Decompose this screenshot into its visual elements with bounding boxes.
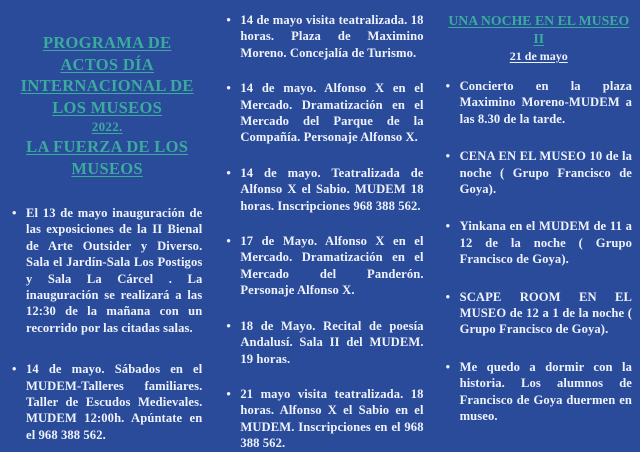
- middle-bullet-list: [226, 12, 423, 452]
- event-item: • Yinkana en el MUDEM de 11 a 12 de la noche ( Grupo Francisco de Goya).: [446, 218, 632, 267]
- event-item: • El 13 de mayo inauguración de las exposiciones de la II Bienal de Arte Outsider y Diverso. Sala el Jardín-Sala Los Postigos y Sala La Cárcel . La inauguración se realizará a las 12:30 de la mañana con un recorrido por las citadas salas.: [12, 205, 202, 336]
- column-middle: [226, 12, 423, 452]
- left-bullet-list: [12, 205, 202, 443]
- night-at-museum-heading: [446, 12, 632, 47]
- page-title-line: LA FUERZA DE LOS: [26, 137, 189, 156]
- event-item: • 14 de mayo. Alfonso X en el Mercado. Dramatización en el Mercado del Parque de la Compañía. Personaje Alfonso X.: [226, 80, 423, 146]
- page-title-line: ACTOS DÍA: [60, 54, 154, 74]
- page-title-line: LOS MUSEOS: [52, 97, 163, 117]
- event-item: • CENA EN EL MUSEO 10 de la noche ( Grupo Francisco de Goya).: [446, 148, 632, 197]
- event-item: • 18 de Mayo. Recital de poesía Andalusí. Sala II del MUDEM. 19 horas.: [226, 318, 423, 367]
- night-heading-line: UNA NOCHE EN EL MUSEO: [448, 13, 630, 28]
- right-bullet-list: [446, 78, 632, 425]
- page-title: [12, 32, 202, 179]
- night-date-subheading: 21 de mayo: [509, 49, 568, 63]
- event-item: • Me quedo a dormir con la historia. Los alumnos de Francisco de Goya duermen en museo.: [446, 359, 632, 425]
- event-item: • 21 mayo visita teatralizada. 18 horas. Alfonso X el Sabio en el MUDEM. Inscripciones en el 968 388 562.: [226, 386, 423, 452]
- page-title-line: MUSEOS: [71, 158, 143, 178]
- event-item: • SCAPE ROOM EN EL MUSEO de 12 a 1 de la noche ( Grupo Francisco de Goya).: [446, 289, 632, 338]
- page-title-year: 2022.: [91, 119, 123, 134]
- event-item: • 14 de mayo visita teatralizada. 18 horas. Plaza de Maximino Moreno. Concejalía de Turismo.: [226, 12, 423, 61]
- event-item: • 14 de mayo. Teatralizada de Alfonso X el Sabio. MUDEM 18 horas. Inscripciones 968 388 562.: [226, 165, 423, 214]
- event-item: • Concierto en la plaza Maximino Moreno-MUDEM a las 8.30 de la tarde.: [446, 78, 632, 127]
- event-item: • 17 de Mayo. Alfonso X en el Mercado. Dramatización en el Mercado del Panderón. Personaje Alfonso X.: [226, 233, 423, 299]
- page-title-line: INTERNACIONAL DE: [20, 76, 194, 95]
- column-left: [12, 12, 202, 452]
- column-right: [446, 12, 632, 452]
- page-title-line: PROGRAMA DE: [42, 33, 172, 52]
- event-item: • 14 de mayo. Sábados en el MUDEM-Talleres familiares. Taller de Escudos Medievales. MUDEM 12:00h. Apúntate en el 968 388 562.: [12, 361, 202, 443]
- night-heading-line: II: [533, 30, 545, 46]
